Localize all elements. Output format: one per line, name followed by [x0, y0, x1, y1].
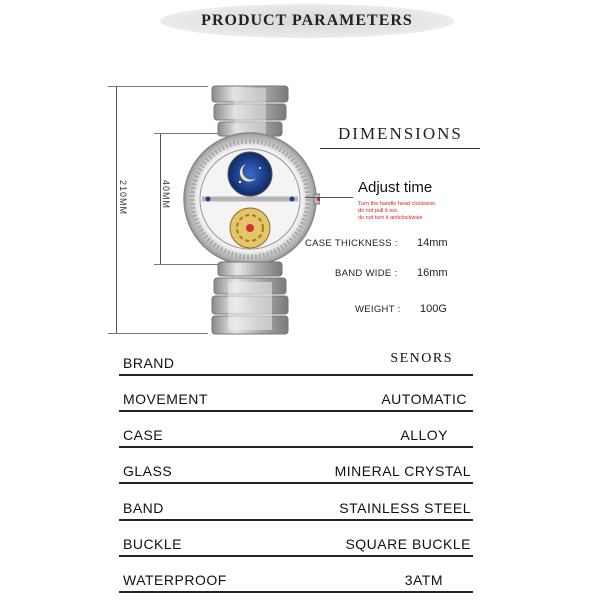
row-divider — [119, 374, 473, 376]
row-divider — [119, 555, 473, 557]
row-divider — [119, 410, 473, 412]
param-value-buckle: SQUARE BUCKLE — [345, 536, 471, 552]
adjust-note: do not pull it out, — [358, 208, 399, 214]
spec-label: BAND WIDE : — [335, 268, 398, 279]
row-divider — [119, 519, 473, 521]
crown-pointer — [305, 197, 353, 198]
length-label: 210MM — [118, 180, 128, 216]
param-label-movement: MOVEMENT — [123, 391, 208, 407]
param-label-brand: BRAND — [123, 355, 175, 371]
diameter-label: 40MM — [161, 180, 171, 210]
adjust-note: Turn the handle head clockwise, — [358, 201, 437, 207]
spec-value: 14mm — [417, 237, 448, 249]
param-label-case: CASE — [123, 427, 164, 443]
param-value-brand: SENORS — [390, 351, 453, 366]
page-title: PRODUCT PARAMETERS — [201, 12, 413, 29]
param-label-glass: GLASS — [123, 463, 173, 479]
param-label-buckle: BUCKLE — [123, 536, 183, 552]
adjust-time-title: Adjust time — [358, 179, 433, 196]
spec-label: CASE THICKNESS : — [305, 238, 398, 249]
adjust-note: do not turn it anticlockwise — [358, 215, 423, 221]
param-value-movement: AUTOMATIC — [381, 391, 467, 407]
watch-image — [180, 82, 320, 338]
param-value-band: STAINLESS STEEL — [339, 500, 471, 516]
row-divider — [119, 591, 473, 593]
param-value-case: ALLOY — [400, 427, 448, 443]
param-label-band: BAND — [123, 500, 164, 516]
spec-value: 16mm — [417, 267, 448, 279]
param-value-waterproof: 3ATM — [404, 572, 443, 588]
row-divider — [119, 482, 473, 484]
param-label-waterproof: WATERPROOF — [123, 572, 227, 588]
row-divider — [119, 446, 473, 448]
param-value-glass: MINERAL CRYSTAL — [334, 463, 471, 479]
spec-value: 100G — [420, 303, 447, 315]
length-guide-line — [116, 86, 117, 334]
spec-label: WEIGHT : — [355, 304, 401, 315]
dimensions-title: DIMENSIONS — [338, 124, 463, 143]
dimensions-underline — [320, 148, 480, 149]
